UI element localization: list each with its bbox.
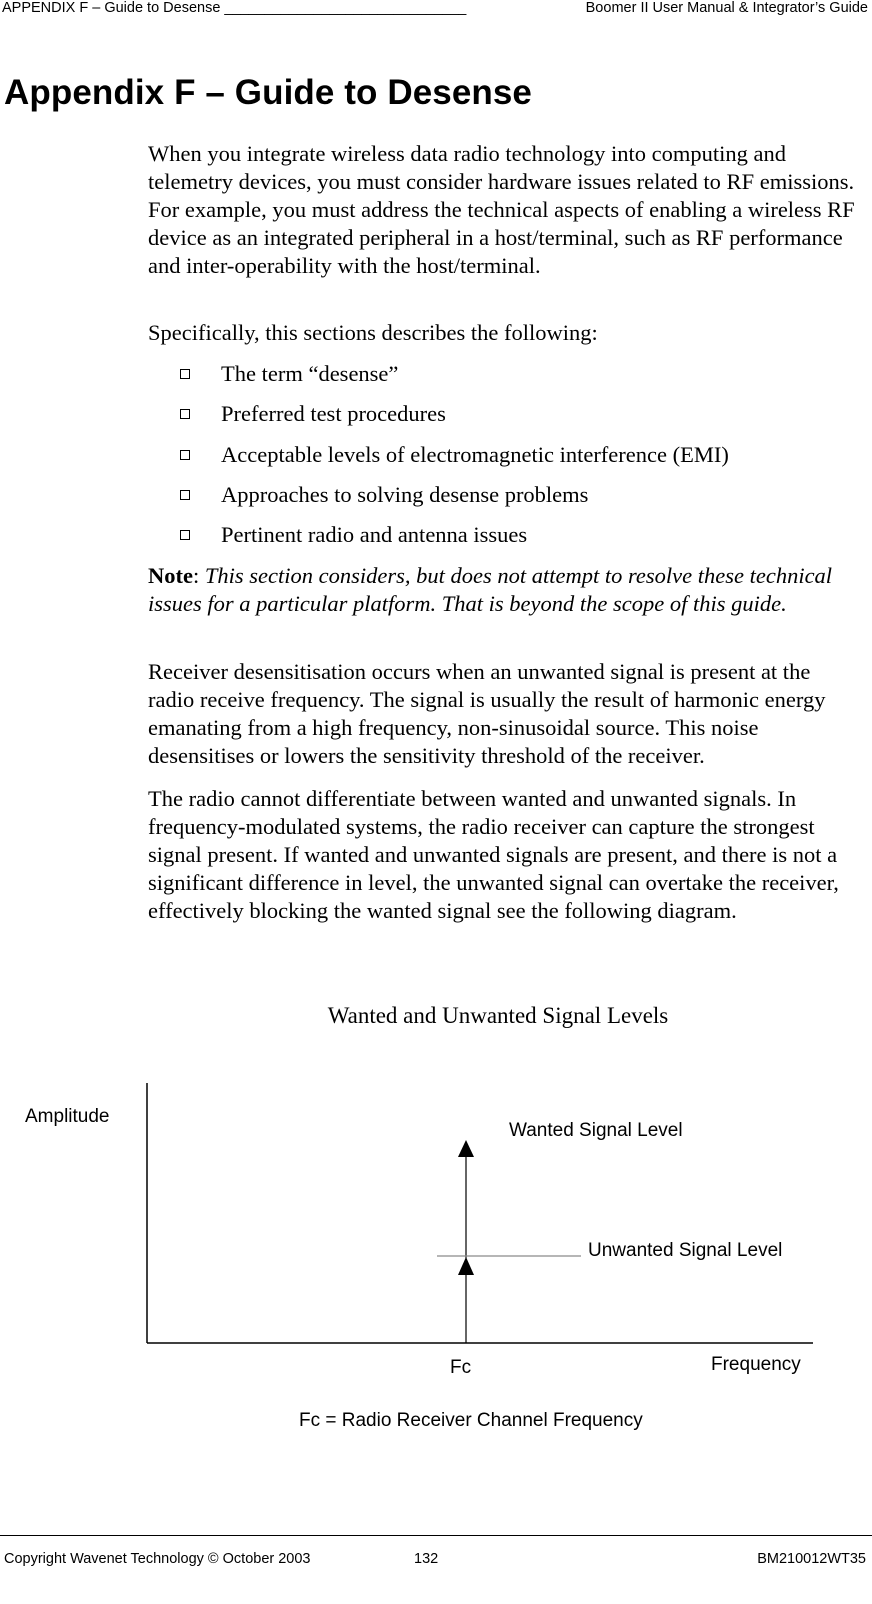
differentiate-text: The radio cannot differentiate between wanted and unwanted signals. In frequency-modulated systems, the radio receiver can capture the strongest signal present. If wanted and unwanted signals are present, and there is not a significant difference in level, the unwanted signal can overtake the receiver, effectively blocking the wanted signal see the following diagram.: [148, 786, 839, 923]
fc-label: Fc: [450, 1357, 472, 1378]
list-item-text: Pertinent radio and antenna issues: [221, 522, 528, 547]
footer-doc-id: BM210012WT35: [757, 1551, 866, 1567]
page-header: [0, 0, 872, 22]
note-text: This section considers, but does not attempt to resolve these technical issues for a particular platform. That is beyond the scope of this guide.: [148, 563, 833, 616]
specifically-text: Specifically, this sections describes the following:: [148, 320, 598, 345]
checkbox-bullet-icon: [180, 409, 190, 419]
specifically-paragraph: [148, 319, 856, 347]
list-item-text: Approaches to solving desense problems: [221, 482, 589, 507]
note-paragraph: [148, 562, 856, 618]
page-footer: [0, 1535, 872, 1576]
checkbox-bullet-icon: [180, 369, 190, 379]
unwanted-signal-arrowhead: [458, 1257, 474, 1275]
desensitisation-paragraph: [148, 658, 856, 770]
note-separator: :: [192, 563, 200, 588]
list-item-text: Acceptable levels of electromagnetic interference (EMI): [221, 442, 729, 467]
list-item-text: The term “desense”: [221, 361, 399, 386]
list-item-text: Preferred test procedures: [221, 401, 446, 426]
desensitisation-text: Receiver desensitisation occurs when an unwanted signal is present at the radio receive frequency. The signal is usually the result of harmonic energy emanating from a high frequency, non-sinusoidal source. This noise desensitises or lowers the sensitivity threshold of the receiver.: [148, 659, 826, 768]
x-axis-label: Frequency: [711, 1354, 801, 1375]
figure-title: Wanted and Unwanted Signal Levels: [327, 1003, 669, 1028]
header-right-text: Boomer II User Manual & Integrator’s Guide: [585, 0, 868, 16]
checkbox-bullet-icon: [180, 530, 190, 540]
checkbox-bullet-icon: [180, 490, 190, 500]
note-label: Note: [148, 563, 193, 588]
unwanted-signal-label: Unwanted Signal Level: [588, 1240, 783, 1261]
header-left-text: APPENDIX F – Guide to Desense ______________________________: [2, 0, 467, 16]
figure-caption: Fc = Radio Receiver Channel Frequency: [299, 1410, 643, 1431]
wanted-signal-label: Wanted Signal Level: [509, 1120, 683, 1141]
checkbox-bullet-icon: [180, 450, 190, 460]
footer-page-number: 132: [414, 1551, 439, 1567]
y-axis-label: Amplitude: [25, 1106, 110, 1127]
intro-text: When you integrate wireless data radio technology into computing and telemetry devices, you must consider hardware issues related to RF emissions. For example, you must address the technical aspects of enabling a wireless RF device as an integrated peripheral in a host/terminal, such as RF performance and inter-operability with the host/terminal.: [148, 141, 855, 278]
footer-copyright: Copyright Wavenet Technology © October 2003: [4, 1551, 311, 1567]
differentiate-paragraph: [148, 785, 856, 925]
page-title: Appendix F – Guide to Desense: [4, 73, 533, 112]
wanted-signal-arrowhead: [458, 1140, 474, 1157]
intro-paragraph: [148, 140, 856, 280]
